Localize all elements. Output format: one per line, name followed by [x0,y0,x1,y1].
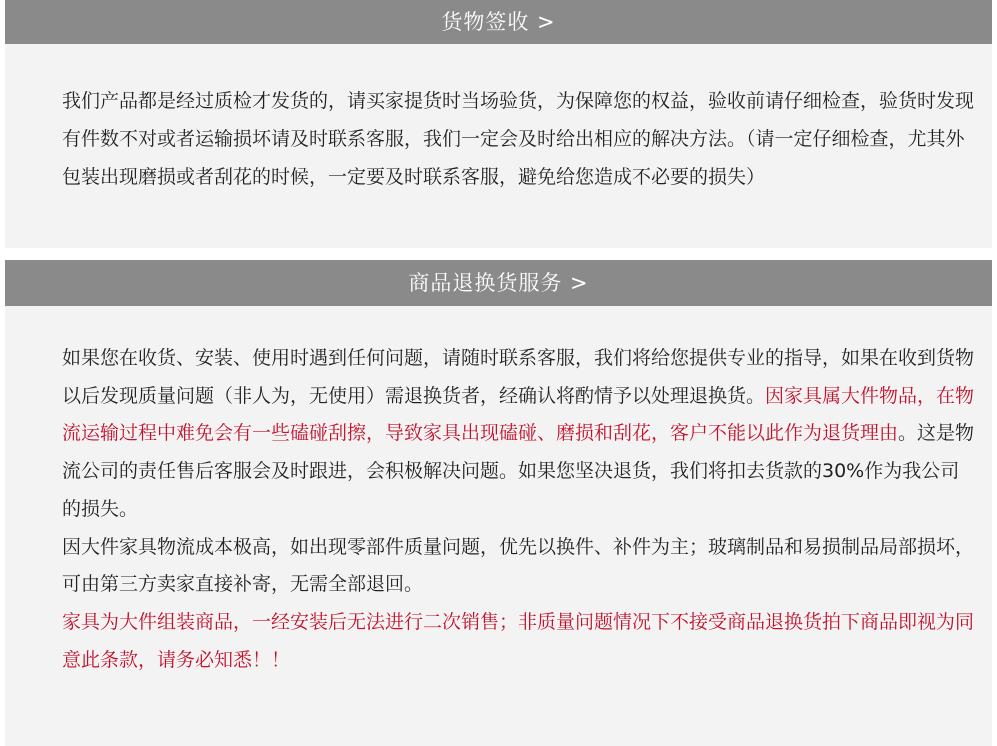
return-service-content [62,340,977,679]
sign-for-goods-header[interactable]: 货物签收 > [5,0,992,44]
parts-replacement-paragraph: 因大件家具物流成本极高，如出现零部件质量问题，优先以换件、补件为主；玻璃制品和易损制品局部损坏，可由第三方卖家直接补寄，无需全部退回。 [62,535,975,596]
return-policy-paragraph [62,340,977,529]
sign-for-goods-section [5,0,992,248]
return-policy-intro: 如果您在收货、安装、使用时遇到任何问题，请随时联系客服，我们将给您提供专业的指导，如果在收到货物以后发现质量问题（非人为，无使用）需退换货者，经确认将酌情予以处理退换货。 [62,347,975,407]
sign-for-goods-text: 我们产品都是经过质检才发货的，请买家提货时当场验货，为保障您的权益，验收前请仔细检查，验货时发现有件数不对或者运输损坏请及时联系客服，我们一定会及时给出相应的解决方法。（请一定仔细检查，尤其外包装出现磨损或者刮花的时候，一定要及时联系客服，避免给您造成不必要的损失） [62,90,975,188]
sign-for-goods-content [62,82,977,196]
assembly-notice-paragraph: 家具为大件组装商品，一经安装后无法进行二次销售；非质量问题情况下不接受商品退换货拍下商品即视为同意此条款，请务必知悉！！ [62,610,975,671]
return-service-section [5,260,992,746]
return-policy-warning: 因家具属大件物品，在物流运输过程中难免会有一些磕碰刮擦，导致家具出现磕碰、磨损和刮花，客户不能以此作为退货理由 [62,384,975,445]
return-service-header[interactable]: 商品退换货服务 > [5,260,992,306]
return-policy-deduction: 。这是物流公司的责任售后客服会及时跟进，会积极解决问题。如果您坚决退货，我们将扣去货款的30%作为我公司的损失。 [62,422,975,520]
